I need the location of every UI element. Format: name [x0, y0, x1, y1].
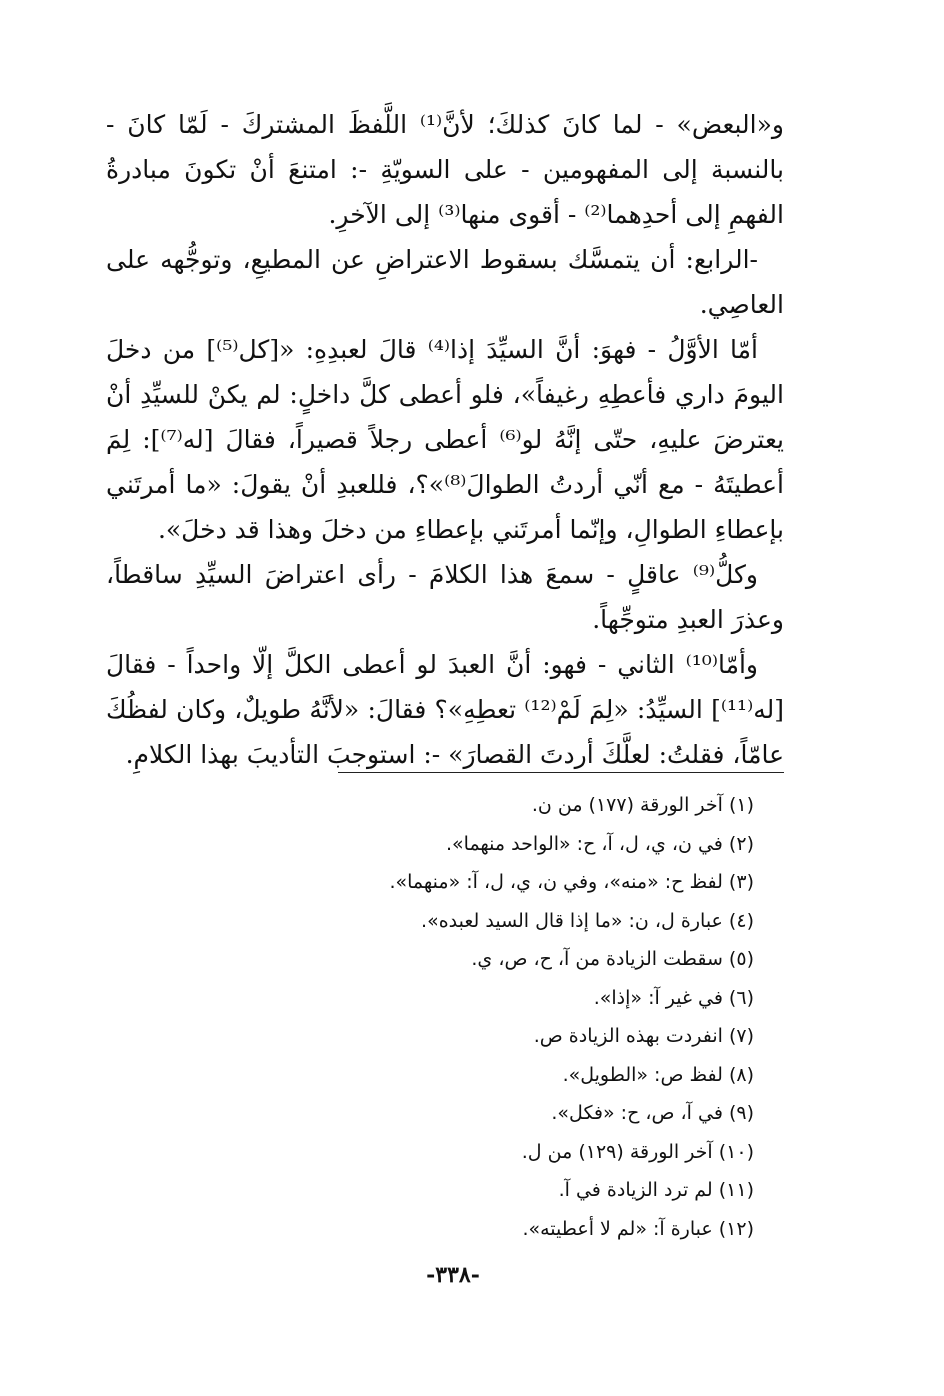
footnote-item: (٦) في غير آ: «إذا».: [593, 986, 754, 1009]
paragraph-2: -الرابع: أن يتمسَّك بسقوط الاعتراضِ عن المطيعِ، وتوجُّهه على العاصِي.: [106, 245, 784, 319]
footnote-item: (١٠) آخر الورقة (١٢٩) من ل.: [521, 1140, 754, 1163]
footnote-item: (٤) عبارة ل، ن: «ما إذا قال السيد لعبده».: [421, 909, 754, 932]
footnote-item: (٥) سقطت الزيادة من آ، ح، ص، ي.: [471, 948, 754, 970]
footnotes-list: [194, 786, 754, 1248]
footnote-divider: [338, 772, 784, 773]
paragraph-3: أمّا الأوَّلُ - فهوَ: أنَّ السيِّدَ إذا⁽⁴⁾ قالَ لعبدِهِ: «[كل⁽⁵⁾] من دخلَ اليومَ داري فأعطِهِ رغيفاً»، فلو أعطى كلَّ داخلٍ: لم يكنْ للسيِّدِ أنْ يعترضَ عليهِ، حتّى إنَّهُ لو⁽⁶⁾ أعطى رجلاً قصيراً، فقالَ [له⁽⁷⁾]: لِمَ أعطيتَهُ - مع أنّي أردتُ الطوالَ⁽⁸⁾»؟، فللعبدِ أنْ يقولَ: «ما أمرتَني بإعطاءِ الطوالِ، وإنّما أمرتَني بإعطاءِ من دخلَ وهذا قد دخلَ».: [106, 335, 784, 544]
footnote-item: (١) آخر الورقة (١٧٧) من ن.: [531, 794, 754, 816]
footnote-item: (١١) لم ترد الزيادة في آ.: [558, 1179, 754, 1201]
main-text-body: [106, 102, 784, 777]
paragraph-4: وكلُّ⁽⁹⁾ عاقلٍ - سمعَ هذا الكلامَ - رأى اعتراضَ السيِّدِ ساقطاً، وعذرَ العبدِ متوجِّهاً.: [106, 560, 784, 634]
footnote-item: (٣) لفظ ح: «منه»، وفي ن، ي، ل، آ: «منهما».: [389, 871, 754, 893]
footnote-item: (٢) في ن، ي، ل، آ، ح: «الواحد منهما».: [445, 832, 754, 855]
paragraph-5: وأمّا⁽¹⁰⁾ الثاني - فهو: أنَّ العبدَ لو أعطى الكلَّ إلّا واحداً - فقالَ [له⁽¹¹⁾] السيِّدُ: «لِمَ لَمْ⁽¹²⁾ تعطِهِ»؟ فقالَ: «لأنَّهُ طويلٌ، وكان لفظُكَ عامّاً، فقلتُ: لعلَّكَ أردتَ القصارَ» -: استوجبَ التأديبَ بهذا الكلامِ.: [106, 650, 784, 769]
footnote-item: (٧) انفردت بهذه الزيادة ص.: [533, 1025, 754, 1047]
footnote-item: (٩) في آ، ص، ح: «فكل».: [551, 1102, 754, 1124]
footnote-item: (١٢) عبارة آ: «لم لا أعطيته».: [522, 1217, 754, 1240]
footnote-item: (٨) لفظ ص: «الطويل».: [562, 1063, 754, 1086]
paragraph-1: و«البعض» - لما كانَ كذلكَ؛ لأنَّ⁽¹⁾ اللَّفظَ المشتركَ - لَمّا كانَ - بالنسبة إلى المفهومين - على السويّةِ -: امتنعَ أنْ تكونَ مبادرةُ الفهمِ إلى أحدِهما⁽²⁾ - أقوى منها⁽³⁾ إلى الآخرِ.: [106, 110, 784, 229]
page-number: -٣٣٨-: [426, 1262, 480, 1288]
